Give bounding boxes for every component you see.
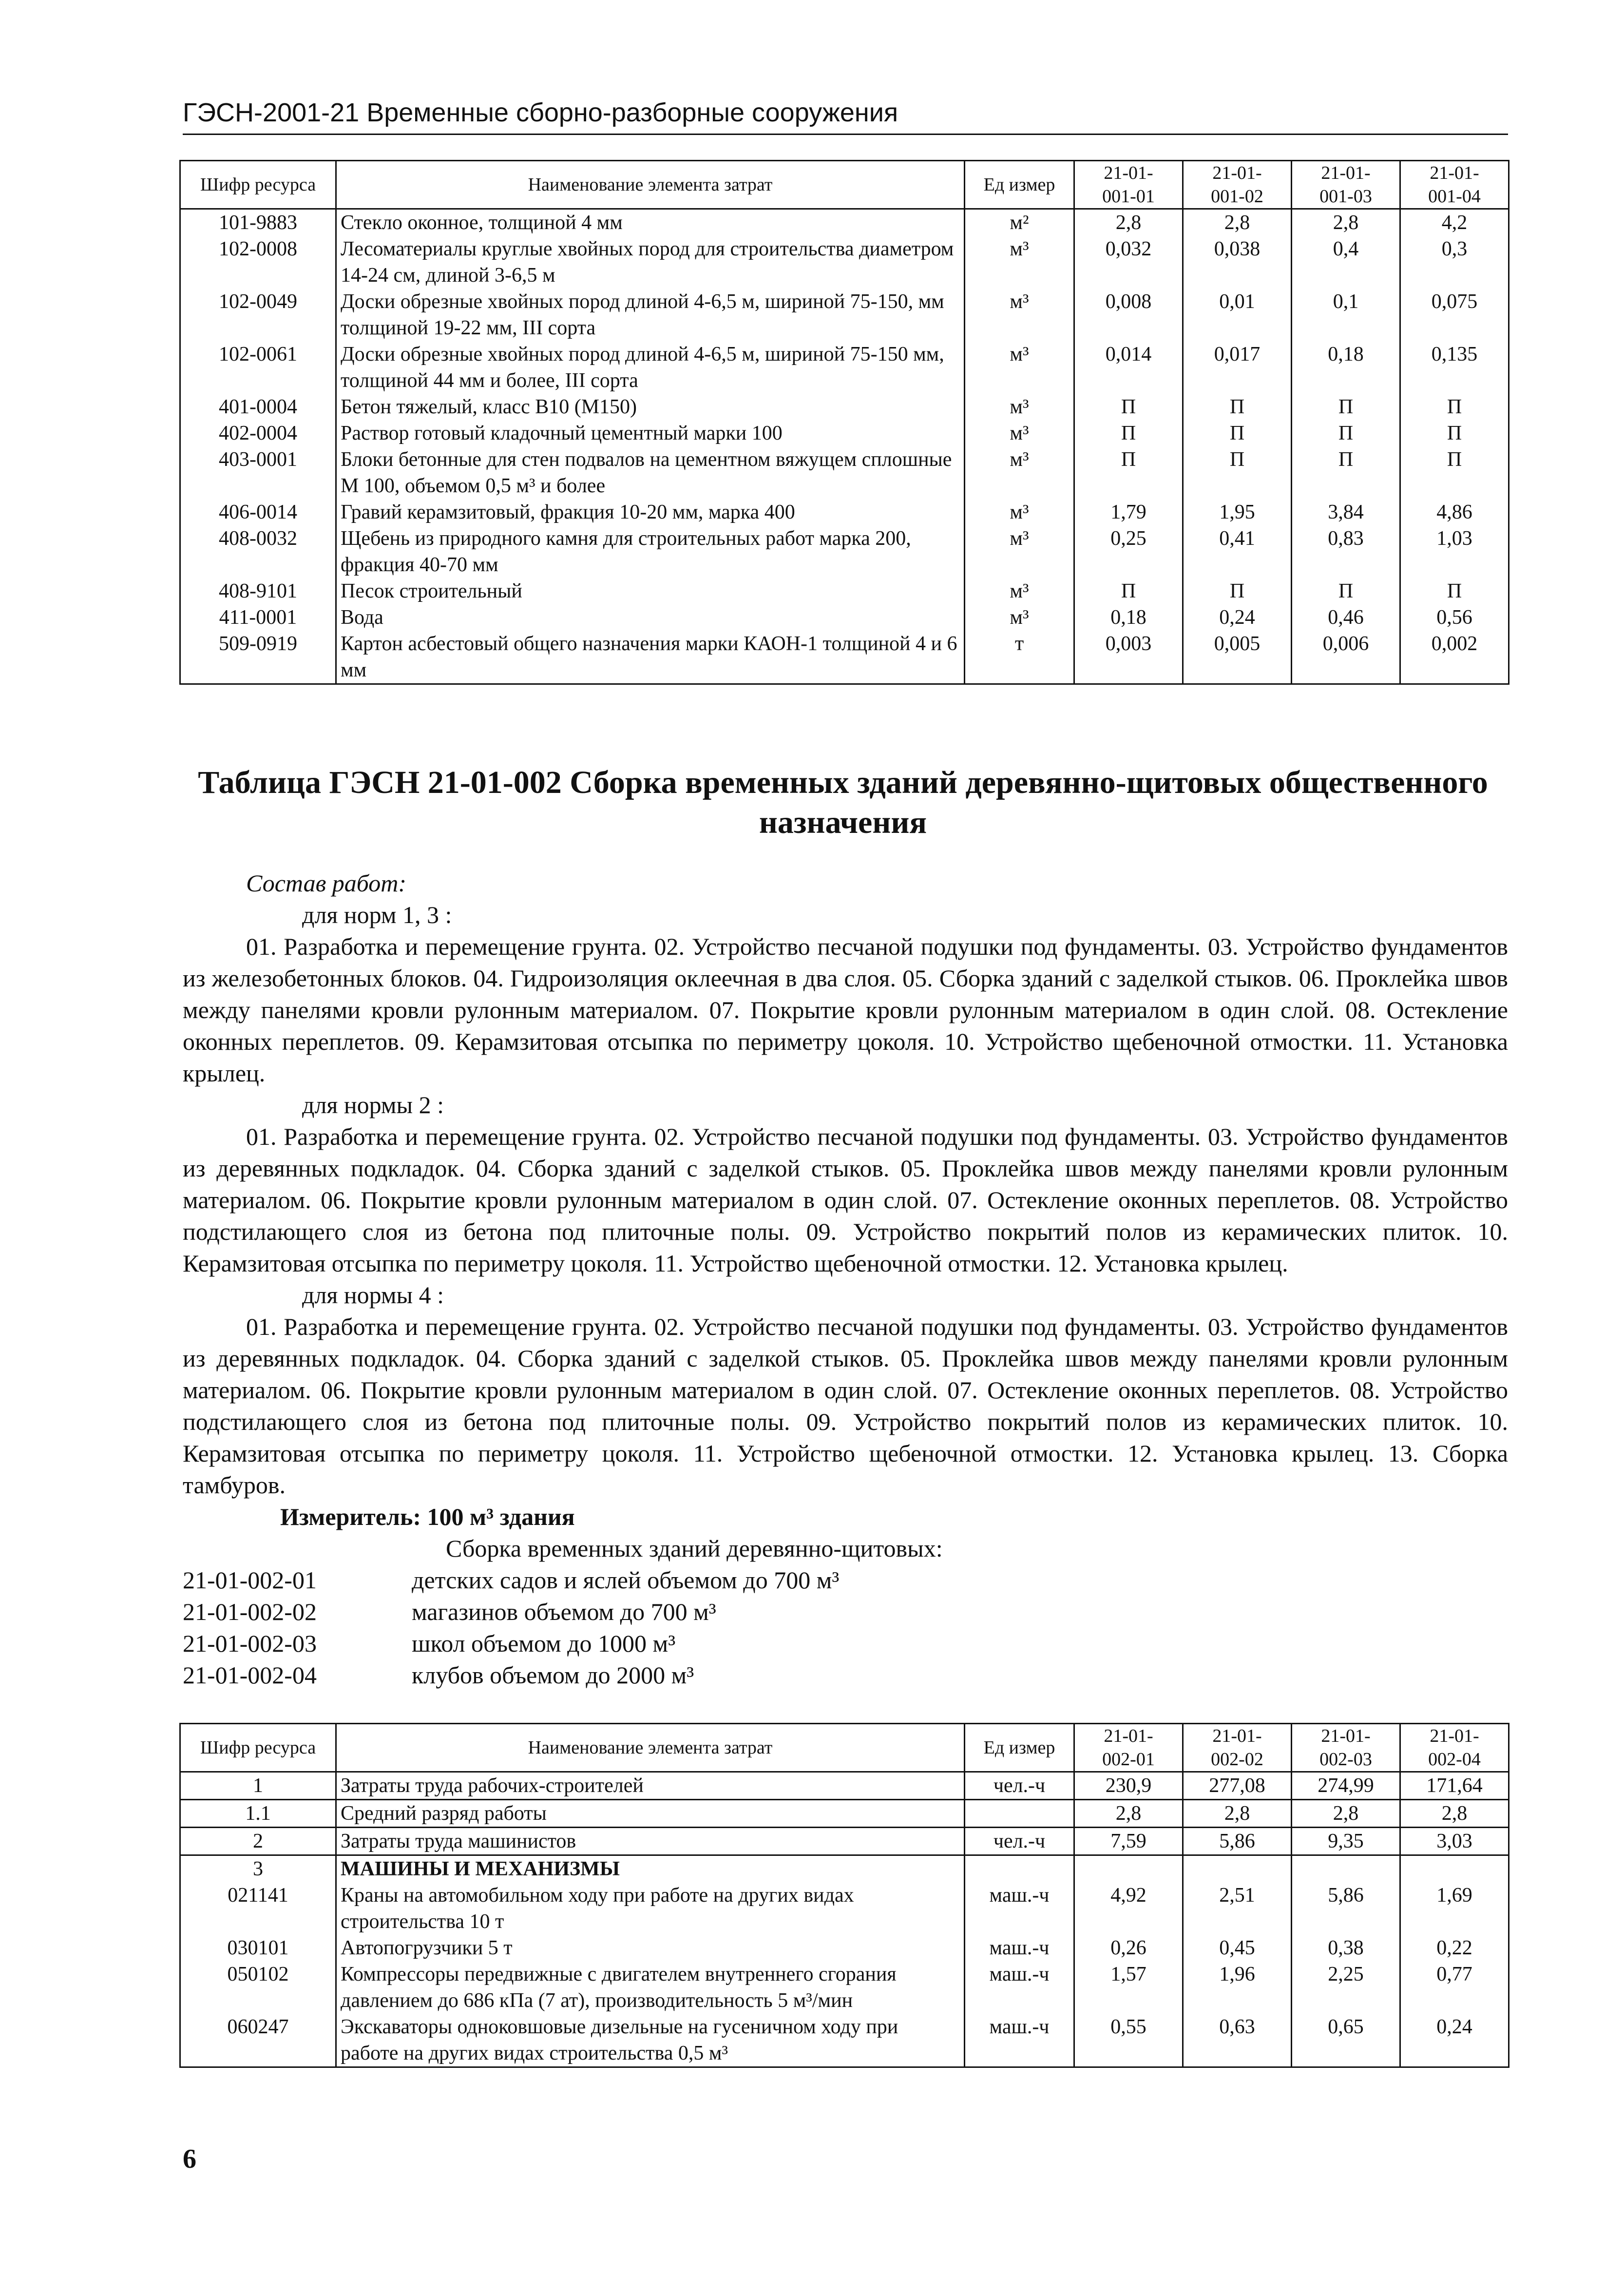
norm-value: 0,18 (1292, 341, 1400, 394)
norm-value: П (1292, 420, 1400, 446)
unit-of-measure (965, 1800, 1074, 1828)
norm-value: 0,24 (1400, 2014, 1509, 2067)
norm-value: 3,03 (1400, 1828, 1509, 1855)
norm-value: П (1292, 394, 1400, 420)
norm-value: 2,8 (1074, 209, 1183, 236)
column-header: 21-01- 001-02 (1183, 161, 1292, 209)
cost-element-name: Лесоматериалы круглые хвойных пород для строительства диаметром 14-24 см, длиной 3-6,5 м (336, 236, 965, 289)
variant-code: 21-01-002-03 (183, 1630, 317, 1657)
cost-element-name: Бетон тяжелый, класс В10 (М150) (336, 394, 965, 420)
resource-code: 1.1 (180, 1800, 336, 1828)
variant-item (183, 1659, 1508, 1691)
norm-value: 0,075 (1400, 289, 1509, 341)
variant-item (183, 1628, 1508, 1659)
unit-of-measure: м³ (965, 236, 1074, 289)
cost-element-name: Доски обрезные хвойных пород длиной 4-6,5 м, шириной 75-150 мм, толщиной 44 мм и более, III сорта (336, 341, 965, 394)
column-header: 21-01- 001-01 (1074, 161, 1183, 209)
norm-group-label: для норм 1, 3 : (302, 901, 452, 928)
norm-value: П (1074, 578, 1183, 604)
measure-unit: Измеритель: 100 м³ здания (280, 1503, 575, 1530)
norm-value: 0,135 (1400, 341, 1509, 394)
norm-value (1400, 1855, 1509, 1883)
cost-element-name: Доски обрезные хвойных пород длиной 4-6,5 м, шириной 75-150, мм толщиной 19-22 мм, III сорта (336, 289, 965, 341)
unit-of-measure: маш.-ч (965, 1882, 1074, 1935)
resource-code: 021141 (180, 1882, 336, 1935)
norm-value: 9,35 (1292, 1828, 1400, 1855)
norm-value: П (1183, 578, 1292, 604)
norm-value: П (1292, 446, 1400, 499)
norm-value (1292, 1855, 1400, 1883)
column-header: Шифр ресурса (180, 161, 336, 209)
table-row (180, 631, 1509, 684)
cost-element-name: Средний разряд работы (336, 1800, 965, 1828)
work-composition (183, 868, 1508, 1691)
unit-of-measure: м³ (965, 578, 1074, 604)
unit-of-measure (965, 1855, 1074, 1883)
table-row (180, 420, 1509, 446)
norm-value: П (1074, 446, 1183, 499)
variant-code: 21-01-002-04 (183, 1661, 317, 1689)
variant-code: 21-01-002-01 (183, 1566, 317, 1594)
norm-group-3 (183, 1279, 1508, 1501)
norm-value: 0,56 (1400, 604, 1509, 631)
norm-value: 0,006 (1292, 631, 1400, 684)
norm-group-text: 01. Разработка и перемещение грунта. 02. Устройство песчаной подушки под фундаменты. 03. Устройство фундаментов из железобетонных блоков. 04. Гидроизоляция оклеечная в два слоя. 05. Сборка зданий с заделкой стыков. 06. Проклейка швов между панелями кровли рулонным материалом. 07. Покрытие кровли рулонным материалом в один слой. 08. Остекление оконных переплетов. 09. Керамзитовая отсыпка по периметру цоколя. 10. Устройство щебеночной отмостки. 11. Установка крылец. (183, 933, 1508, 1087)
variant-text: детских садов и яслей объемом до 700 м³ (412, 1566, 840, 1594)
table-row (180, 446, 1509, 499)
resource-code: 408-0032 (180, 525, 336, 578)
table-row (180, 1855, 1509, 1883)
unit-of-measure: м³ (965, 394, 1074, 420)
variant-item (183, 1564, 1508, 1596)
norm-value: 2,51 (1183, 1882, 1292, 1935)
column-header: 21-01- 002-03 (1292, 1724, 1400, 1772)
resource-table-2 (179, 1723, 1509, 2068)
cost-element-name: Картон асбестовый общего назначения марки КАОН-1 толщиной 4 и 6 мм (336, 631, 965, 684)
resource-code: 402-0004 (180, 420, 336, 446)
norm-value: П (1183, 394, 1292, 420)
cost-element-name: Гравий керамзитовый, фракция 10-20 мм, марка 400 (336, 499, 965, 525)
cost-element-name: Раствор готовый кладочный цементный марки 100 (336, 420, 965, 446)
resource-code: 403-0001 (180, 446, 336, 499)
resource-code: 060247 (180, 2014, 336, 2067)
unit-of-measure: м³ (965, 341, 1074, 394)
norm-value: 0,014 (1074, 341, 1183, 394)
resource-code: 411-0001 (180, 604, 336, 631)
unit-of-measure: м³ (965, 604, 1074, 631)
norm-value: 2,8 (1292, 1800, 1400, 1828)
resource-code: 101-9883 (180, 209, 336, 236)
cost-element-name: Затраты труда рабочих-строителей (336, 1772, 965, 1800)
norm-value: П (1074, 420, 1183, 446)
norm-value: 0,83 (1292, 525, 1400, 578)
cost-element-name: Вода (336, 604, 965, 631)
norm-value: 2,8 (1183, 209, 1292, 236)
table-row (180, 525, 1509, 578)
unit-of-measure: чел.-ч (965, 1772, 1074, 1800)
resource-code: 2 (180, 1828, 336, 1855)
norm-value: 0,003 (1074, 631, 1183, 684)
unit-of-measure: м³ (965, 446, 1074, 499)
norm-value: 0,18 (1074, 604, 1183, 631)
norm-value: 0,55 (1074, 2014, 1183, 2067)
table-row (180, 1961, 1509, 2014)
table-row (180, 499, 1509, 525)
unit-of-measure: м³ (965, 525, 1074, 578)
norm-value: 5,86 (1292, 1882, 1400, 1935)
norm-group-text: 01. Разработка и перемещение грунта. 02. Устройство песчаной подушки под фундаменты. 03. Устройство фундаментов из деревянных подкладок. 04. Сборка зданий с заделкой стыков. 05. Проклейка швов между панелями кровли рулонным материалом. 06. Покрытие кровли рулонным материалом в один слой. 07. Остекление оконных переплетов. 08. Устройство подстилающего слоя из бетона под плиточные полы. 09. Устройство покрытий полов из керамических плиток. 10. Керамзитовая отсыпка по периметру цоколя. 11. Устройство щебеночной отмостки. 12. Установка крылец. 13. Сборка тамбуров. (183, 1313, 1508, 1499)
norm-value: 0,26 (1074, 1935, 1183, 1961)
norm-value: 0,25 (1074, 525, 1183, 578)
column-header: Ед измер (965, 161, 1074, 209)
resource-code: 102-0049 (180, 289, 336, 341)
unit-of-measure: м³ (965, 289, 1074, 341)
norm-value: 2,8 (1074, 1800, 1183, 1828)
table-row (180, 1828, 1509, 1855)
norm-value: 2,8 (1292, 209, 1400, 236)
norm-value: П (1292, 578, 1400, 604)
cost-element-name: МАШИНЫ И МЕХАНИЗМЫ (336, 1855, 965, 1883)
table-row (180, 209, 1509, 236)
unit-of-measure: маш.-ч (965, 1961, 1074, 2014)
column-header: Ед измер (965, 1724, 1074, 1772)
resource-table-1 (179, 160, 1509, 685)
norm-value: 1,96 (1183, 1961, 1292, 2014)
norm-value: 0,38 (1292, 1935, 1400, 1961)
section-title: Таблица ГЭСН 21-01-002 Сборка временных зданий деревянно-щитовых общественного назначения (198, 765, 1488, 840)
cost-element-name: Краны на автомобильном ходу при работе на других видах строительства 10 т (336, 1882, 965, 1935)
table-row (180, 289, 1509, 341)
resource-code: 1 (180, 1772, 336, 1800)
norm-value: 171,64 (1400, 1772, 1509, 1800)
unit-of-measure: чел.-ч (965, 1828, 1074, 1855)
resource-code: 408-9101 (180, 578, 336, 604)
norm-value: 0,032 (1074, 236, 1183, 289)
cost-element-name: Экскаваторы одноковшовые дизельные на гусеничном ходу при работе на других видах строительства 0,5 м³ (336, 2014, 965, 2067)
table-header-row (180, 1724, 1509, 1772)
norm-value: П (1074, 394, 1183, 420)
norm-value: 2,8 (1400, 1800, 1509, 1828)
norm-value: 0,4 (1292, 236, 1400, 289)
variant-code: 21-01-002-02 (183, 1598, 317, 1625)
resource-code: 401-0004 (180, 394, 336, 420)
table-row (180, 578, 1509, 604)
norm-value: 0,01 (1183, 289, 1292, 341)
cost-element-name: Песок строительный (336, 578, 965, 604)
norm-value: 0,002 (1400, 631, 1509, 684)
unit-of-measure: м² (965, 209, 1074, 236)
table-row (180, 604, 1509, 631)
resource-code: 030101 (180, 1935, 336, 1961)
norm-value: 0,65 (1292, 2014, 1400, 2067)
norm-group-text: 01. Разработка и перемещение грунта. 02. Устройство песчаной подушки под фундаменты. 03. Устройство фундаментов из деревянных подкладок. 04. Сборка зданий с заделкой стыков. 05. Проклейка швов между панелями кровли рулонным материалом. 06. Покрытие кровли рулонным материалом в один слой. 07. Остекление оконных переплетов. 08. Устройство подстилающего слоя из бетона под плиточные полы. 09. Устройство покрытий полов из керамических плиток. 10. Керамзитовая отсыпка по периметру цоколя. 11. Устройство щебеночной отмостки. 12. Установка крылец. (183, 1123, 1508, 1277)
resource-code: 050102 (180, 1961, 336, 2014)
norm-value: 1,95 (1183, 499, 1292, 525)
column-header: Наименование элемента затрат (336, 1724, 965, 1772)
table-row (180, 236, 1509, 289)
cost-element-name: Стекло оконное, толщиной 4 мм (336, 209, 965, 236)
column-header: 21-01- 002-04 (1400, 1724, 1509, 1772)
norm-value: 0,017 (1183, 341, 1292, 394)
norm-value: 5,86 (1183, 1828, 1292, 1855)
table-row (180, 2014, 1509, 2067)
table-row (180, 1935, 1509, 1961)
variant-text: магазинов объемом до 700 м³ (412, 1598, 716, 1625)
norm-value: П (1183, 420, 1292, 446)
table-row (180, 1800, 1509, 1828)
page-number: 6 (183, 2144, 196, 2174)
norm-value: 0,63 (1183, 2014, 1292, 2067)
norm-value: 0,46 (1292, 604, 1400, 631)
column-header: Наименование элемента затрат (336, 161, 965, 209)
norm-value: П (1400, 394, 1509, 420)
unit-of-measure: м³ (965, 499, 1074, 525)
cost-element-name: Блоки бетонные для стен подвалов на цементном вяжущем сплошные М 100, объемом 0,5 м³ и более (336, 446, 965, 499)
resource-code: 102-0008 (180, 236, 336, 289)
variant-text: клубов объемом до 2000 м³ (412, 1661, 694, 1689)
norm-value: 230,9 (1074, 1772, 1183, 1800)
norm-value: 4,86 (1400, 499, 1509, 525)
table-row (180, 1882, 1509, 1935)
norm-value: П (1183, 446, 1292, 499)
norm-value: 0,3 (1400, 236, 1509, 289)
norm-value: П (1400, 446, 1509, 499)
norm-value: 2,25 (1292, 1961, 1400, 2014)
norm-value: 0,22 (1400, 1935, 1509, 1961)
norm-group-label: для нормы 4 : (302, 1281, 444, 1309)
variant-list (183, 1564, 1508, 1691)
table-row (180, 1772, 1509, 1800)
table-row (180, 394, 1509, 420)
norm-value: 0,005 (1183, 631, 1292, 684)
cost-element-name: Щебень из природного камня для строительных работ марка 200, фракция 40-70 мм (336, 525, 965, 578)
variant-item (183, 1596, 1508, 1628)
column-header: 21-01- 002-01 (1074, 1724, 1183, 1772)
norm-value: 1,69 (1400, 1882, 1509, 1935)
norm-value: 7,59 (1074, 1828, 1183, 1855)
norm-value: 4,92 (1074, 1882, 1183, 1935)
norm-value: 0,24 (1183, 604, 1292, 631)
norm-value: 274,99 (1292, 1772, 1400, 1800)
norm-value: П (1400, 420, 1509, 446)
norm-value: 0,45 (1183, 1935, 1292, 1961)
cost-element-name: Компрессоры передвижные с двигателем внутреннего сгорания давлением до 686 кПа (7 ат), производительность 5 м³/мин (336, 1961, 965, 2014)
norm-value: 277,08 (1183, 1772, 1292, 1800)
norm-value (1183, 1855, 1292, 1883)
variants-intro: Сборка временных зданий деревянно-щитовых: (446, 1535, 943, 1562)
norm-value: 1,79 (1074, 499, 1183, 525)
unit-of-measure: маш.-ч (965, 1935, 1074, 1961)
norm-value: 1,03 (1400, 525, 1509, 578)
norm-value: 0,41 (1183, 525, 1292, 578)
norm-value: 0,038 (1183, 236, 1292, 289)
norm-value: 1,57 (1074, 1961, 1183, 2014)
norm-group-label: для нормы 2 : (302, 1091, 444, 1118)
column-header: 21-01- 001-04 (1400, 161, 1509, 209)
unit-of-measure: м³ (965, 420, 1074, 446)
norm-value (1074, 1855, 1183, 1883)
composition-label: Состав работ: (246, 869, 407, 897)
norm-value: 0,77 (1400, 1961, 1509, 2014)
norm-value: 3,84 (1292, 499, 1400, 525)
column-header: 21-01- 002-02 (1183, 1724, 1292, 1772)
table-header-row (180, 161, 1509, 209)
norm-value: 2,8 (1183, 1800, 1292, 1828)
cost-element-name: Автопогрузчики 5 т (336, 1935, 965, 1961)
norm-value: 4,2 (1400, 209, 1509, 236)
norm-value: 0,008 (1074, 289, 1183, 341)
norm-group-2 (183, 1089, 1508, 1279)
cost-element-name: Затраты труда машинистов (336, 1828, 965, 1855)
norm-value: П (1400, 578, 1509, 604)
column-header: Шифр ресурса (180, 1724, 336, 1772)
unit-of-measure: т (965, 631, 1074, 684)
variant-text: школ объемом до 1000 м³ (412, 1630, 676, 1657)
unit-of-measure: маш.-ч (965, 2014, 1074, 2067)
resource-code: 406-0014 (180, 499, 336, 525)
table-row (180, 341, 1509, 394)
norm-group-1 (183, 899, 1508, 1089)
resource-code: 102-0061 (180, 341, 336, 394)
column-header: 21-01- 001-03 (1292, 161, 1400, 209)
running-head: ГЭСН-2001-21 Временные сборно-разборные сооружения (183, 97, 1508, 135)
norm-value: 0,1 (1292, 289, 1400, 341)
resource-code: 3 (180, 1855, 336, 1883)
resource-code: 509-0919 (180, 631, 336, 684)
